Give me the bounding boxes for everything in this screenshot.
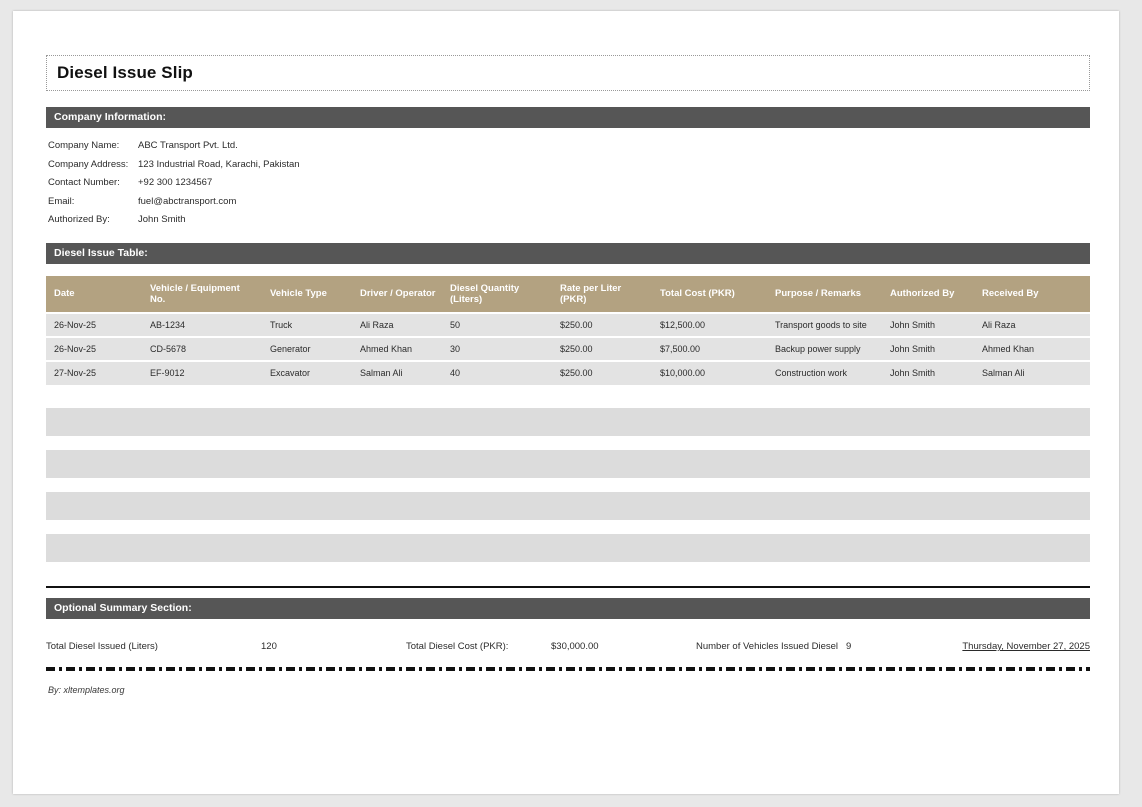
cell-date: 26-Nov-25	[46, 337, 142, 361]
document-title-box	[46, 55, 1090, 91]
cell-date: 26-Nov-25	[46, 313, 142, 337]
cell-quantity: 40	[442, 361, 552, 385]
column-header-quantity: Diesel Quantity (Liters)	[442, 276, 552, 313]
company-name-label: Company Name:	[48, 140, 120, 151]
cell-driver: Ahmed Khan	[352, 337, 442, 361]
optional-summary-header: Optional Summary Section:	[46, 598, 1090, 619]
cell-vehicle-no: AB-1234	[142, 313, 262, 337]
total-cost-value: $30,000.00	[551, 641, 599, 652]
cell-purpose: Backup power supply	[767, 337, 882, 361]
cell-purpose: Transport goods to site	[767, 313, 882, 337]
cell-rate: $250.00	[552, 337, 652, 361]
cell-authorized-by: John Smith	[882, 361, 974, 385]
column-header-authorized-by: Authorized By	[882, 276, 974, 313]
cell-vehicle-no: CD-5678	[142, 337, 262, 361]
info-row	[48, 214, 1090, 233]
cell-received-by: Ali Raza	[974, 313, 1090, 337]
authorized-by-label: Authorized By:	[48, 214, 110, 225]
cell-vehicle-type: Truck	[262, 313, 352, 337]
company-address-value: 123 Industrial Road, Karachi, Pakistan	[138, 158, 300, 170]
info-row	[48, 140, 1090, 159]
cell-quantity: 50	[442, 313, 552, 337]
blank-entry-row	[46, 534, 1090, 562]
total-cost-label: Total Diesel Cost (PKR):	[406, 641, 509, 652]
cell-rate: $250.00	[552, 361, 652, 385]
table-header-row	[46, 276, 1090, 313]
spacer	[46, 264, 1090, 276]
diesel-issue-table	[46, 276, 1090, 385]
info-row	[48, 159, 1090, 178]
spacer	[46, 91, 1090, 107]
info-row	[48, 196, 1090, 215]
summary-row	[46, 619, 1090, 653]
cell-vehicle-type: Excavator	[262, 361, 352, 385]
table-row	[46, 361, 1090, 385]
cell-authorized-by: John Smith	[882, 313, 974, 337]
summary-date: Thursday, November 27, 2025	[962, 641, 1090, 652]
cell-rate: $250.00	[552, 313, 652, 337]
spacer	[46, 588, 1090, 598]
cell-quantity: 30	[442, 337, 552, 361]
contact-number-label: Contact Number:	[48, 177, 120, 188]
cell-total-cost: $7,500.00	[652, 337, 767, 361]
cell-total-cost: $10,000.00	[652, 361, 767, 385]
page-title: Diesel Issue Slip	[57, 62, 193, 82]
column-header-date: Date	[46, 276, 142, 313]
table-row	[46, 313, 1090, 337]
column-header-vehicle-type: Vehicle Type	[262, 276, 352, 313]
blank-entry-row	[46, 408, 1090, 436]
column-header-total-cost: Total Cost (PKR)	[652, 276, 767, 313]
column-header-rate: Rate per Liter (PKR)	[552, 276, 652, 313]
blank-entry-row	[46, 450, 1090, 478]
vehicles-count-value: 9	[846, 641, 852, 652]
footer-credit: By: xltemplates.org	[48, 684, 125, 695]
diesel-issue-table-header: Diesel Issue Table:	[46, 243, 1090, 264]
total-diesel-value: 120	[261, 641, 277, 652]
column-header-purpose: Purpose / Remarks	[767, 276, 882, 313]
cell-received-by: Salman Ali	[974, 361, 1090, 385]
column-header-driver: Driver / Operator	[352, 276, 442, 313]
cell-vehicle-no: EF-9012	[142, 361, 262, 385]
company-information-header: Company Information:	[46, 107, 1090, 128]
table-row	[46, 337, 1090, 361]
cell-date: 27-Nov-25	[46, 361, 142, 385]
cell-authorized-by: John Smith	[882, 337, 974, 361]
cell-vehicle-type: Generator	[262, 337, 352, 361]
document-page	[13, 11, 1119, 794]
cell-total-cost: $12,500.00	[652, 313, 767, 337]
email-label: Email:	[48, 195, 75, 207]
vehicles-count-label: Number of Vehicles Issued Diesel	[696, 641, 839, 652]
info-row	[48, 177, 1090, 196]
cell-purpose: Construction work	[767, 361, 882, 385]
authorized-by-value: John Smith	[138, 214, 186, 225]
column-header-vehicle-no: Vehicle / Equipment No.	[142, 276, 262, 313]
blank-entry-row	[46, 492, 1090, 520]
cell-driver: Ali Raza	[352, 313, 442, 337]
column-header-received-by: Received By	[974, 276, 1090, 313]
email-value: fuel@abctransport.com	[138, 195, 237, 207]
total-diesel-label: Total Diesel Issued (Liters)	[46, 641, 158, 652]
company-name-value: ABC Transport Pvt. Ltd.	[138, 140, 238, 151]
company-information-block	[46, 128, 1090, 243]
contact-number-value: +92 300 1234567	[138, 177, 213, 188]
cell-driver: Salman Ali	[352, 361, 442, 385]
company-address-label: Company Address:	[48, 158, 129, 170]
cell-received-by: Ahmed Khan	[974, 337, 1090, 361]
document-sheet	[46, 55, 1090, 745]
